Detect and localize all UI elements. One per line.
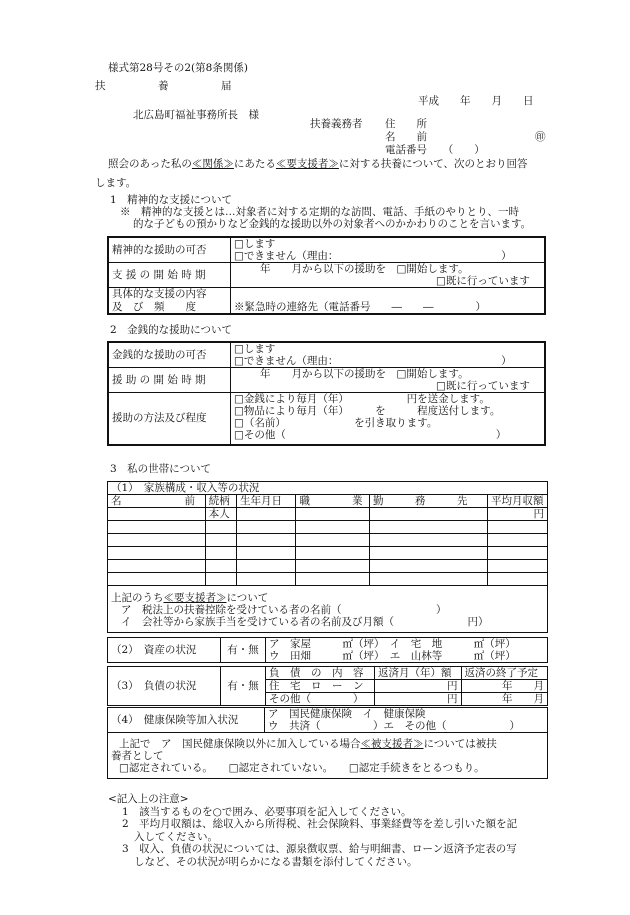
section1-note2: 的な子どもの預かりなど金銭的な援助以外の対象者へのかかわりのことを言います。 bbox=[133, 218, 532, 230]
relation-field: ≪関係≫ bbox=[191, 158, 234, 170]
financial-start-cell[interactable]: 年 月から以下の援助を □開始します。 □既に行っています bbox=[231, 368, 546, 393]
spiritual-start-label: 支 援 の 開 始 時 期 bbox=[108, 263, 231, 288]
section2-heading: 2 金銭的な援助について bbox=[110, 324, 232, 336]
assets-detail[interactable]: ア 家屋 ㎡（坪） イ 宅 地 ㎡（坪） ウ 田畑 ㎡（坪） エ 山林等 ㎡（坪） bbox=[266, 638, 548, 663]
assets-table bbox=[107, 637, 548, 663]
col-birthdate: 生年月日 bbox=[237, 495, 296, 508]
financial-method-cell[interactable]: □金銭により毎月（年） 円を送金します。 □物品により毎月（年） を 程度送付します。 □（名前） を引き取ります。 □その他（ ） bbox=[231, 393, 546, 445]
insurance-detail[interactable]: ア 国民健康保険 イ 健康保険 ウ 共済（ ）エ その他（ ） bbox=[265, 708, 548, 733]
section1-heading: 1 精神的な支援について bbox=[110, 194, 232, 206]
debt-table: （3） 負債の状況 有・無 負 債 の 内 容 返済月（年）額 返済の終了予定 住 宅 ロ ー ン 円 年 月 その他（ ） 円 年 月 bbox=[107, 666, 548, 706]
seal-mark: ㊞ bbox=[535, 131, 546, 143]
note-3: 3 収入、負債の状況については、源泉徴収票、給与明細書、ローン返済予定表の写 bbox=[122, 843, 517, 856]
form-title: 扶 養 届 bbox=[95, 80, 232, 92]
spiritual-detail-label: 具体的な支援の内容 及 び 頻 度 bbox=[108, 288, 231, 314]
insurance-label: （4） 健康保険等加入状況 bbox=[108, 708, 265, 733]
section1-note1: ※ 精神的な支援とは…対象者に対する定期的な訪問、電話、手紙のやりとり、一時 bbox=[120, 206, 519, 218]
notes-heading: <記入上の注意> bbox=[108, 793, 189, 805]
dependents-block[interactable]: 上記のうち≪要支援者≫について ア 税法上の扶養控除を受けている者の名前（ ） イ 会社等から家族手当を受けている者の名前及び月額（ 円） bbox=[108, 586, 548, 633]
certification-block[interactable]: 上記で ア 国民健康保険以外に加入している場合≪被支援者≫については被扶 養者として □認定されている。 □認定されていない。 □認定手続きをとるつもり。 bbox=[108, 733, 548, 779]
spiritual-possible-cell[interactable]: □します □できません（理由： ） bbox=[231, 237, 546, 263]
household-table bbox=[107, 481, 548, 633]
debt-col-end: 返済の終了予定 bbox=[461, 667, 548, 680]
obligor-label: 扶養義務者 bbox=[310, 118, 363, 130]
col-relation: 続柄 bbox=[205, 495, 236, 508]
financial-possible-label: 金銭的な援助の可否 bbox=[108, 342, 231, 368]
table-row[interactable]: 本人 円 bbox=[108, 508, 548, 521]
debt-mortgage: 住 宅 ロ ー ン bbox=[266, 680, 375, 693]
address-label: 住 所 bbox=[385, 118, 427, 130]
col-occupation: 職 業 bbox=[296, 495, 370, 508]
supported-person-ref: ≪要支援者≫ bbox=[163, 592, 227, 605]
form-number: 様式第28号その2(第8条関係) bbox=[108, 62, 248, 74]
financial-method-label: 援助の方法及び程度 bbox=[108, 393, 231, 445]
dependent-person-ref: ≪被支援者≫ bbox=[360, 738, 424, 751]
col-income: 平均月収額 bbox=[487, 495, 547, 508]
note-2-cont: 入してください。 bbox=[134, 830, 218, 843]
debt-yesno[interactable]: 有・無 bbox=[221, 667, 266, 706]
table-row[interactable] bbox=[108, 534, 548, 547]
debt-col-amount: 返済月（年）額 bbox=[375, 667, 461, 680]
date-line: 平成 年 月 日 bbox=[418, 95, 534, 107]
spiritual-start-cell[interactable]: 年 月から以下の援助を □開始します。 □既に行っています bbox=[231, 263, 546, 288]
col-workplace: 勤 務 先 bbox=[370, 495, 488, 508]
financial-possible-cell[interactable]: □します □できません（理由： ） bbox=[231, 342, 546, 368]
notes-block bbox=[108, 793, 517, 869]
name-label: 名 前 bbox=[385, 131, 427, 143]
financial-start-label: 援 助 の 開 始 時 期 bbox=[108, 368, 231, 393]
spiritual-possible-label: 精神的な援助の可否 bbox=[108, 237, 231, 263]
table-row[interactable] bbox=[108, 560, 548, 573]
note-2: 2 平均月収額は、総収入から所得税、社会保険料、事業経費等を差し引いた額を記 bbox=[122, 818, 518, 831]
assets-label: （2） 資産の状況 bbox=[108, 638, 221, 663]
debt-col-content: 負 債 の 内 容 bbox=[266, 667, 375, 680]
table-row[interactable] bbox=[108, 521, 548, 534]
debt-label: （3） 負債の状況 bbox=[108, 667, 221, 706]
assets-yesno[interactable]: 有・無 bbox=[221, 638, 266, 663]
addressee: 北広島町福祉事務所長 様 bbox=[133, 109, 259, 121]
intro-line1: 照会のあった私の≪関係≫にあたる≪要支援者≫に対する扶養について、次のとおり回答 bbox=[108, 158, 528, 170]
table-row[interactable] bbox=[108, 547, 548, 560]
note-1: 1 該当するものを○で囲み、必要事項を記入してください。 bbox=[122, 805, 412, 818]
spiritual-detail-cell[interactable]: ※緊急時の連絡先（電話番号 ― ― ） bbox=[231, 288, 546, 314]
spiritual-support-table bbox=[107, 236, 546, 315]
supported-person-field: ≪要支援者≫ bbox=[275, 158, 339, 170]
insurance-table bbox=[107, 707, 548, 779]
financial-support-table bbox=[107, 341, 546, 446]
intro-line2: します。 bbox=[95, 177, 137, 189]
family-subheading: （1） 家族構成・収入等の状況 bbox=[108, 482, 548, 495]
table-row[interactable] bbox=[108, 573, 548, 586]
section3-heading: 3 私の世帯について bbox=[110, 463, 211, 475]
debt-other[interactable]: その他（ ） bbox=[266, 693, 375, 706]
col-name: 名 前 bbox=[108, 495, 206, 508]
note-3-cont: しなど、その状況が明らかになる書類を添付してください。 bbox=[134, 855, 418, 868]
phone-label: 電話番号 （ ） bbox=[385, 144, 485, 156]
